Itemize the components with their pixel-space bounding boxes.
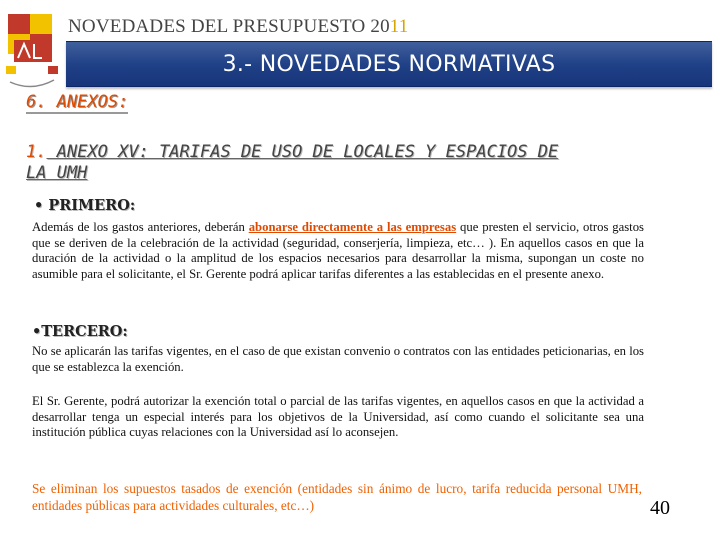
primero-highlight: abonarse directamente a las empresas — [248, 220, 457, 234]
annex-title-line2: LA UMH — [26, 163, 88, 183]
annex-title-line1: ANEXO XV: TARIFAS DE USO DE LOCALES Y ESPACIOS DE — [46, 142, 559, 162]
primero-paragraph — [32, 220, 644, 282]
section-heading: 6. ANEXOS: — [26, 92, 129, 112]
tercero-paragraph-3: Se eliminan los supuestos tasados de exención (entidades sin ánimo de lucro, tarifa reducida personal UMH, entidades públicas para actividades culturales, etc…) — [32, 481, 642, 513]
annex-number: 1. — [26, 142, 47, 162]
banner-title: 3.- NOVEDADES NORMATIVAS — [222, 51, 556, 77]
title-banner — [66, 41, 712, 87]
header-title-main: NOVEDADES DEL PRESUPUESTO 20 — [68, 16, 390, 37]
presentation-header — [68, 16, 408, 38]
page-number: 40 — [650, 497, 670, 519]
primero-label: • PRIMERO: — [34, 197, 136, 214]
header-title-year-end: 11 — [389, 16, 409, 37]
primero-text-after: que presten el servicio, otros gastos que se deriven de la celebración de la actividad (seguridad, conserjería, limpieza, etc… ). En aquellos casos en que la duración de la actividad o la amplitud de los espacios necesarios para desarrollar la misma, supongan un coste no asumible para el solicitante, el Sr. Gerente podrá aplicar tarifas diferentes a las establecidas en el presente anexo. — [32, 220, 644, 281]
annex-heading — [26, 142, 686, 184]
tercero-paragraph-1: No se aplicarán las tarifas vigentes, en el caso de que existan convenio o contratos con las entidades peticionarias, en los que se establezca la exención. — [32, 344, 644, 374]
umh-logo — [4, 10, 60, 88]
tercero-label: •TERCERO: — [32, 323, 128, 340]
primero-text-before: Además de los gastos anteriores, deberán — [32, 220, 249, 234]
tercero-paragraph-2: El Sr. Gerente, podrá autorizar la exención total o parcial de las tarifas vigentes, en aquellos casos en que la actividad a desarrollar tenga un especial interés para los objetivos de la Universidad, así como cuando el solicitante sea una institución pública cuyas relaciones con la Universidad así lo aconsejen. — [32, 394, 644, 439]
